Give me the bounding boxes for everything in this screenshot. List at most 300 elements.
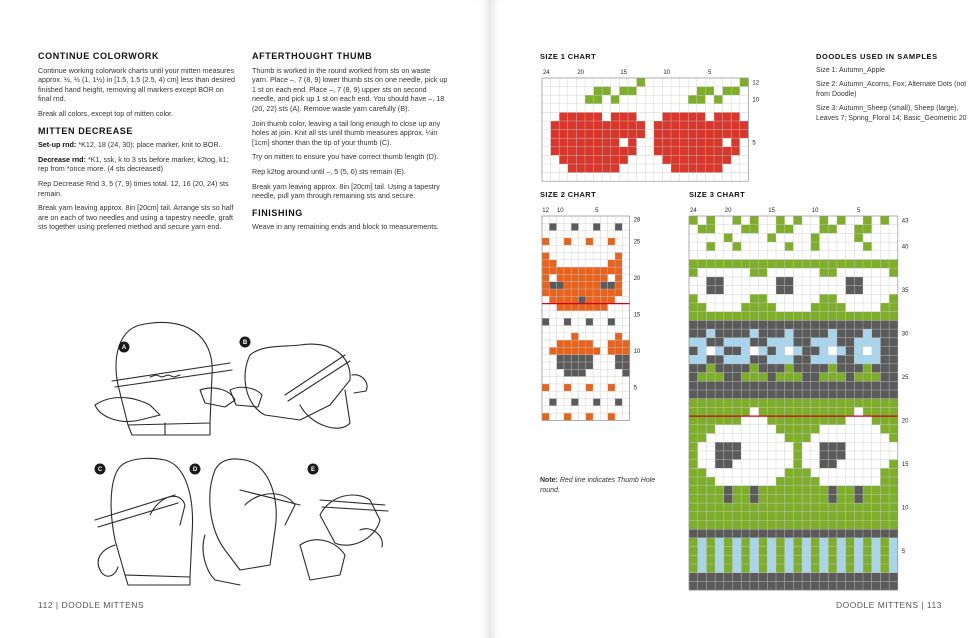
chart-stitch	[586, 413, 593, 420]
chart-stitch	[854, 407, 863, 416]
chart-stitch	[785, 260, 794, 269]
chart-stitch	[837, 451, 846, 460]
chart-stitch	[793, 338, 802, 347]
chart-stitch	[759, 268, 768, 277]
chart-stitch	[837, 425, 846, 434]
chart-stitch	[622, 377, 629, 384]
tick-label: 10	[633, 349, 641, 356]
chart-stitch	[698, 233, 707, 242]
chart-stitch	[811, 442, 820, 451]
chart-stitch	[767, 355, 776, 364]
chart-stitch	[846, 381, 855, 390]
chart-stitch	[793, 381, 802, 390]
chart-stitch	[662, 147, 671, 156]
chart-stitch	[820, 216, 829, 225]
chart-stitch	[837, 477, 846, 486]
chart-stitch	[714, 112, 723, 121]
chart-stitch	[571, 238, 578, 245]
chart-stitch	[820, 312, 829, 321]
chart-stitch	[551, 95, 560, 104]
chart-stitch	[576, 87, 585, 96]
chart-stitch	[608, 231, 615, 238]
chart-stitch	[586, 347, 593, 354]
chart-stitch	[602, 173, 611, 182]
chart-stitch	[889, 294, 898, 303]
chart-stitch	[820, 381, 829, 390]
chart-stitch	[750, 416, 759, 425]
chart-stitch	[724, 451, 733, 460]
chart-stitch	[622, 245, 629, 252]
chart-stitch	[863, 277, 872, 286]
chart-stitch	[724, 216, 733, 225]
chart-stitch	[733, 251, 742, 260]
doodle-item: Size 3: Autumn_Sheep (small), Sheep (large), Leaves 7; Spring_Floral 14; Basic_Geometric 20	[816, 105, 967, 122]
chart-stitch	[571, 231, 578, 238]
chart-stitch	[776, 460, 785, 469]
chart-stitch	[820, 407, 829, 416]
chart-stitch	[733, 538, 742, 547]
chart-stitch	[785, 547, 794, 556]
chart-stitch	[542, 399, 549, 406]
chart-stitch	[820, 555, 829, 564]
chart-stitch	[557, 333, 564, 340]
chart-stitch	[872, 381, 881, 390]
chart-stitch	[767, 242, 776, 251]
tick-label: 10	[752, 97, 760, 104]
chart-stitch	[811, 233, 820, 242]
chart-stitch	[600, 304, 607, 311]
tick-label: 24	[690, 208, 697, 214]
chart-stitch	[802, 529, 811, 538]
chart-stitch	[724, 320, 733, 329]
chart-stitch	[724, 521, 733, 530]
chart-stitch	[586, 216, 593, 223]
chart-stitch	[615, 347, 622, 354]
chart-stitch	[872, 434, 881, 443]
chart-stitch	[767, 390, 776, 399]
chart-stitch	[622, 369, 629, 376]
chart-stitch	[854, 512, 863, 521]
chart-stitch	[731, 87, 740, 96]
size1-chart	[540, 66, 780, 176]
text-column-1	[38, 52, 238, 237]
tick-label: 25	[633, 239, 641, 246]
chart-stitch	[733, 242, 742, 251]
chart-stitch	[889, 555, 898, 564]
chart-stitch	[880, 233, 889, 242]
chart-stitch	[889, 225, 898, 234]
chart-stitch	[715, 529, 724, 538]
chart-stitch	[759, 442, 768, 451]
chart-stitch	[733, 460, 742, 469]
chart-stitch	[619, 87, 628, 96]
chart-stitch	[872, 390, 881, 399]
chart-stitch	[564, 260, 571, 267]
chart-stitch	[880, 268, 889, 277]
chart-stitch	[776, 312, 785, 321]
paragraph: Weave in any remaining ends and block to measurements.	[252, 222, 439, 232]
chart-stitch	[568, 138, 577, 147]
chart-stitch	[872, 416, 881, 425]
chart-stitch	[802, 494, 811, 503]
chart-stitch	[724, 233, 733, 242]
chart-stitch	[802, 364, 811, 373]
chart-stitch	[689, 312, 698, 321]
chart-stitch	[880, 494, 889, 503]
chart-stitch	[559, 104, 568, 113]
chart-stitch	[579, 231, 586, 238]
chart-stitch	[579, 253, 586, 260]
chart-stitch	[611, 78, 620, 87]
chart-stitch	[542, 130, 551, 139]
chart-stitch	[733, 407, 742, 416]
chart-stitch	[715, 555, 724, 564]
chart-stitch	[593, 260, 600, 267]
chart-stitch	[571, 406, 578, 413]
chart-stitch	[542, 296, 549, 303]
chart-stitch	[600, 231, 607, 238]
chart-stitch	[568, 173, 577, 182]
chart-stitch	[689, 303, 698, 312]
chart-stitch	[564, 406, 571, 413]
chart-stitch	[549, 223, 556, 230]
chart-stitch	[628, 95, 637, 104]
chart-stitch	[767, 407, 776, 416]
chart-stitch	[579, 289, 586, 296]
chart-stitch	[615, 304, 622, 311]
chart-stitch	[706, 320, 715, 329]
chart-stitch	[680, 104, 689, 113]
chart-stitch	[846, 416, 855, 425]
chart-stitch	[706, 399, 715, 408]
chart-stitch	[854, 399, 863, 408]
chart-stitch	[671, 147, 680, 156]
chart-stitch	[750, 547, 759, 556]
chart-stitch	[740, 155, 749, 164]
chart-stitch	[740, 173, 749, 182]
tick-label: 20	[724, 208, 732, 214]
chart-stitch	[872, 564, 881, 573]
chart-stitch	[715, 320, 724, 329]
chart-stitch	[671, 130, 680, 139]
chart-stitch	[542, 112, 551, 121]
chart-stitch	[889, 564, 898, 573]
chart-stitch	[759, 399, 768, 408]
chart-stitch	[802, 564, 811, 573]
chart-stitch	[837, 373, 846, 382]
chart-stitch	[863, 364, 872, 373]
chart-stitch	[889, 260, 898, 269]
chart-stitch	[579, 369, 586, 376]
chart-stitch	[586, 238, 593, 245]
chart-stitch	[600, 267, 607, 274]
tick-label: 12	[542, 208, 549, 214]
label-b: B	[242, 340, 248, 347]
chart-stitch	[600, 260, 607, 267]
chart-stitch	[889, 338, 898, 347]
tick-label: 5	[856, 208, 861, 214]
tick-label: 5	[708, 70, 712, 76]
chart-stitch	[889, 425, 898, 434]
chart-stitch	[697, 164, 706, 173]
chart-stitch	[579, 238, 586, 245]
chart-stitch	[767, 538, 776, 547]
chart-stitch	[585, 173, 594, 182]
chart-stitch	[600, 399, 607, 406]
chart-stitch	[767, 442, 776, 451]
chart-stitch	[724, 460, 733, 469]
chart-stitch	[579, 355, 586, 362]
paragraph: Break yarn leaving approx. 8in [20cm] tail. Arrange sts so half are on each of two needles and using a tapestry needle, graft sts together using preferred method and secure yarn end.	[38, 203, 234, 232]
chart-stitch	[594, 87, 603, 96]
chart-stitch	[776, 573, 785, 582]
chart-stitch	[750, 486, 759, 495]
chart-stitch	[733, 581, 742, 590]
chart-stitch	[662, 130, 671, 139]
chart-stitch	[750, 573, 759, 582]
chart-stitch	[828, 573, 837, 582]
chart-stitch	[557, 296, 564, 303]
chart-stitch	[571, 318, 578, 325]
chart-stitch	[571, 340, 578, 347]
chart-stitch	[793, 573, 802, 582]
tick-label: 10	[663, 70, 671, 76]
chart-stitch	[731, 138, 740, 147]
chart-stitch	[662, 95, 671, 104]
chart-stitch	[863, 555, 872, 564]
chart-stitch	[622, 347, 629, 354]
chart-stitch	[820, 399, 829, 408]
chart-stitch	[889, 494, 898, 503]
chart-stitch	[733, 286, 742, 295]
chart-stitch	[579, 347, 586, 354]
chart-stitch	[608, 238, 615, 245]
chart-stitch	[698, 312, 707, 321]
chart-stitch	[767, 477, 776, 486]
chart-stitch	[622, 296, 629, 303]
chart-stitch	[733, 573, 742, 582]
chart-stitch	[820, 347, 829, 356]
chart-stitch	[854, 312, 863, 321]
chart-stitch	[697, 78, 706, 87]
chart-stitch	[872, 312, 881, 321]
chart-stitch	[723, 138, 732, 147]
chart-stitch	[802, 416, 811, 425]
chart-stitch	[549, 304, 556, 311]
chart-stitch	[854, 555, 863, 564]
chart-stitch	[776, 399, 785, 408]
chart-stitch	[542, 304, 549, 311]
chart-stitch	[731, 104, 740, 113]
chart-stitch	[585, 138, 594, 147]
chart-stitch	[872, 338, 881, 347]
tick-label: 43	[901, 218, 909, 225]
chart-stitch	[579, 223, 586, 230]
illustration-c	[95, 458, 193, 585]
chart-stitch	[689, 460, 698, 469]
tick-label: 5	[752, 140, 756, 147]
chart-stitch	[628, 138, 637, 147]
chart-stitch	[828, 216, 837, 225]
chart-stitch	[820, 225, 829, 234]
chart-stitch	[733, 486, 742, 495]
chart-stitch	[846, 425, 855, 434]
chart-stitch	[576, 112, 585, 121]
chart-stitch	[828, 503, 837, 512]
chart-stitch	[579, 274, 586, 281]
chart-stitch	[733, 320, 742, 329]
chart-stitch	[785, 581, 794, 590]
chart-stitch	[715, 312, 724, 321]
chart-stitch	[615, 216, 622, 223]
chart-stitch	[698, 216, 707, 225]
chart-stitch	[662, 121, 671, 130]
chart-stitch	[776, 373, 785, 382]
chart-stitch	[811, 468, 820, 477]
chart-stitch	[622, 413, 629, 420]
chart-stitch	[889, 399, 898, 408]
chart-stitch	[811, 216, 820, 225]
chart-stitch	[767, 451, 776, 460]
chart-stitch	[811, 521, 820, 530]
chart-stitch	[579, 406, 586, 413]
chart-stitch	[542, 164, 551, 173]
chart-stitch	[811, 303, 820, 312]
chart-stitch	[793, 521, 802, 530]
chart-stitch	[586, 260, 593, 267]
chart-stitch	[568, 155, 577, 164]
chart-stitch	[549, 377, 556, 384]
chart-stitch	[837, 286, 846, 295]
chart-stitch	[785, 434, 794, 443]
chart-stitch	[611, 112, 620, 121]
chart-stitch	[828, 538, 837, 547]
illustration-d	[203, 459, 300, 585]
chart-stitch	[586, 362, 593, 369]
chart-stitch	[759, 425, 768, 434]
chart-stitch	[793, 390, 802, 399]
chart-stitch	[828, 338, 837, 347]
chart-stitch	[615, 369, 622, 376]
chart-stitch	[698, 503, 707, 512]
chart-stitch	[698, 460, 707, 469]
size2-chart-title: SIZE 2 CHART	[540, 190, 597, 199]
chart-stitch	[854, 477, 863, 486]
chart-stitch	[750, 538, 759, 547]
chart-stitch	[811, 451, 820, 460]
chart-stitch	[586, 296, 593, 303]
chart-stitch	[889, 329, 898, 338]
chart-stitch	[767, 564, 776, 573]
chart-stitch	[637, 121, 646, 130]
chart-stitch	[697, 104, 706, 113]
chart-stitch	[706, 486, 715, 495]
chart-stitch	[593, 377, 600, 384]
chart-stitch	[615, 333, 622, 340]
chart-stitch	[645, 130, 654, 139]
chart-stitch	[705, 164, 714, 173]
chart-stitch	[557, 347, 564, 354]
chart-stitch	[863, 225, 872, 234]
chart-stitch	[741, 294, 750, 303]
chart-stitch	[608, 282, 615, 289]
chart-stitch	[863, 390, 872, 399]
chart-stitch	[724, 529, 733, 538]
chart-stitch	[557, 369, 564, 376]
chart-stitch	[811, 320, 820, 329]
chart-stitch	[837, 355, 846, 364]
chart-stitch	[698, 260, 707, 269]
chart-stitch	[872, 294, 881, 303]
chart-stitch	[811, 364, 820, 373]
chart-stitch	[564, 311, 571, 318]
chart-stitch	[863, 477, 872, 486]
chart-stitch	[593, 238, 600, 245]
illustration-e	[300, 495, 388, 580]
chart-stitch	[811, 486, 820, 495]
chart-stitch	[837, 547, 846, 556]
chart-stitch	[724, 407, 733, 416]
chart-stitch	[793, 303, 802, 312]
chart-stitch	[593, 282, 600, 289]
chart-stitch	[820, 320, 829, 329]
chart-stitch	[724, 251, 733, 260]
chart-stitch	[688, 78, 697, 87]
chart-stitch	[759, 512, 768, 521]
chart-stitch	[549, 406, 556, 413]
chart-stitch	[837, 312, 846, 321]
chart-stitch	[608, 267, 615, 274]
chart-stitch	[872, 512, 881, 521]
chart-stitch	[731, 130, 740, 139]
chart-stitch	[593, 311, 600, 318]
chart-stitch	[846, 233, 855, 242]
chart-stitch	[559, 138, 568, 147]
tick-label: 20	[633, 276, 641, 283]
chart-stitch	[698, 573, 707, 582]
chart-stitch	[741, 538, 750, 547]
chart-stitch	[576, 155, 585, 164]
chart-stitch	[542, 369, 549, 376]
chart-stitch	[846, 303, 855, 312]
chart-stitch	[654, 87, 663, 96]
chart-stitch	[724, 425, 733, 434]
chart-stitch	[793, 512, 802, 521]
chart-stitch	[622, 311, 629, 318]
chart-stitch	[615, 340, 622, 347]
chart-stitch	[785, 286, 794, 295]
chart-stitch	[802, 512, 811, 521]
chart-stitch	[750, 425, 759, 434]
chart-stitch	[828, 347, 837, 356]
chart-stitch	[600, 406, 607, 413]
chart-stitch	[608, 369, 615, 376]
chart-stitch	[724, 260, 733, 269]
chart-stitch	[785, 521, 794, 530]
chart-stitch	[802, 468, 811, 477]
chart-stitch	[828, 460, 837, 469]
chart-stitch	[750, 268, 759, 277]
chart-stitch	[846, 268, 855, 277]
chart-stitch	[880, 399, 889, 408]
chart-stitch	[863, 373, 872, 382]
chart-stitch	[715, 251, 724, 260]
chart-stitch	[785, 451, 794, 460]
chart-stitch	[585, 164, 594, 173]
label-d: D	[192, 467, 198, 474]
chart-stitch	[602, 104, 611, 113]
chart-stitch	[785, 303, 794, 312]
